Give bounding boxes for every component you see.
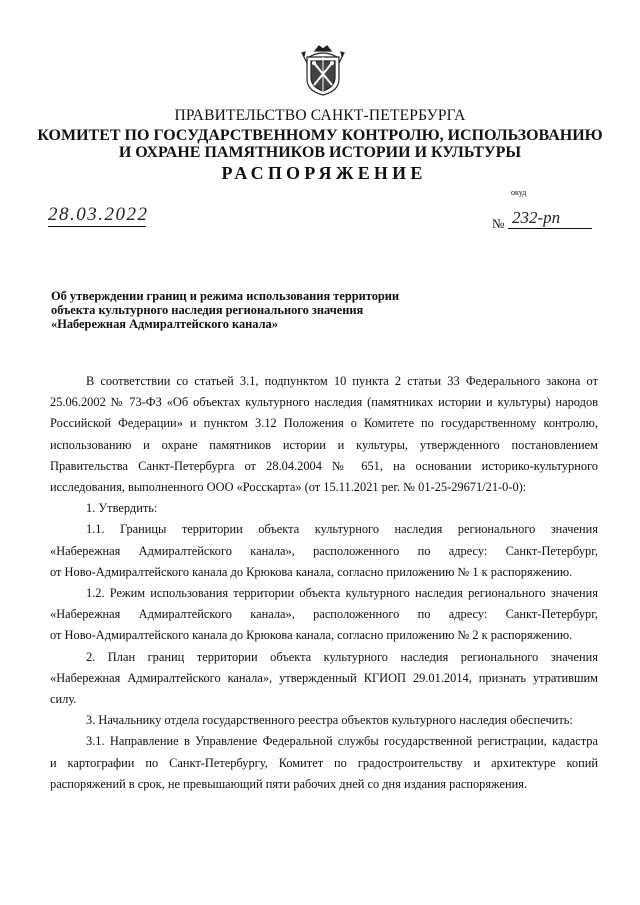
committee-name-line-2: И ОХРАНЕ ПАМЯТНИКОВ ИСТОРИИ И КУЛЬТУРЫ xyxy=(118,144,522,161)
body-line: от Ново-Адмиралтейского канала до Крюкова канала, согласно приложению № 2 к распоряжению. xyxy=(50,628,573,643)
subject-line: объекта культурного наследия регионального значения xyxy=(51,303,364,317)
saint-petersburg-coat-of-arms-emblem xyxy=(301,43,345,97)
committee-name-line-1: КОМИТЕТ ПО ГОСУДАРСТВЕННОМУ КОНТРОЛЮ, ИСПОЛЬЗОВАНИЮ xyxy=(37,127,603,144)
body-line: силу. xyxy=(50,692,77,707)
body-line: В соответствии со статьей 3.1, подпунктом 10 пункта 2 статьи 33 Федерального закона от xyxy=(86,374,598,388)
body-line: «Набережная Адмиралтейского канала», расположенного по адресу: Санкт-Петербург, xyxy=(50,543,598,558)
body-line: распоряжений в срок, не превышающий пяти рабочих дней со дня издания распоряжения. xyxy=(50,776,528,791)
body-line: 2. План границ территории объекта культурного наследия регионального значения xyxy=(86,649,598,664)
body-line: 3.1. Направление в Управление Федеральной службы государственной регистрации, кадастра xyxy=(86,734,598,749)
body-line: Российской Федерации» и пунктом 3.12 Положения о Комитете по государственному контролю, xyxy=(50,416,598,431)
document-type-title: РАСПОРЯЖЕНИЕ xyxy=(221,163,427,183)
document-body xyxy=(50,371,598,795)
body-line: 3. Начальнику отдела государственного реестра объектов культурного наследия обеспечить: xyxy=(86,713,573,728)
document-date: 28.03.2022 xyxy=(48,204,149,225)
body-line: «Набережная Адмиралтейского канала», утвержденный КГИОП 29.01.2014, признать утратившим xyxy=(50,670,598,685)
government-name: ПРАВИТЕЛЬСТВО САНКТ-ПЕТЕРБУРГА xyxy=(174,107,466,124)
body-line: и картографии по Санкт-Петербургу, Комитет по градостроительству и архитектуре копий xyxy=(50,755,598,770)
body-line: использованию и охране памятников истории и культуры, утвержденного постановлением xyxy=(50,437,598,452)
body-line: исследования, выполненного ООО «Росскарта» (от 15.11.2021 рег. № 01-25-29671/21-0-0): xyxy=(50,480,527,495)
body-line: Правительства Санкт-Петербурга от 28.04.2004 № 651, на основании историко-культурного xyxy=(50,458,598,473)
body-line: «Набережная Адмиралтейского канала», расположенного по адресу: Санкт-Петербург, xyxy=(50,607,598,622)
body-line: от Ново-Адмиралтейского канала до Крюкова канала, согласно приложению № 1 к распоряжению. xyxy=(50,564,573,579)
body-line: 1. Утвердить: xyxy=(86,501,158,516)
body-line: 1.2. Режим использования территории объекта культурного наследия регионального значения xyxy=(86,586,598,601)
subject-line: Об утверждении границ и режима использования территории xyxy=(51,289,400,303)
document-subject xyxy=(51,289,399,331)
number-sign: № xyxy=(492,216,505,231)
body-line: 1.1. Границы территории объекта культурного наследия регионального значения xyxy=(86,522,598,537)
body-line: 25.06.2002 № 73-ФЗ «Об объектах культурного наследия (памятниках истории и культуры) народов xyxy=(50,395,598,410)
subject-line: «Набережная Адмиралтейского канала» xyxy=(51,317,278,331)
document-number: 232-рп xyxy=(508,208,592,229)
okud-label: окуд xyxy=(511,188,527,197)
